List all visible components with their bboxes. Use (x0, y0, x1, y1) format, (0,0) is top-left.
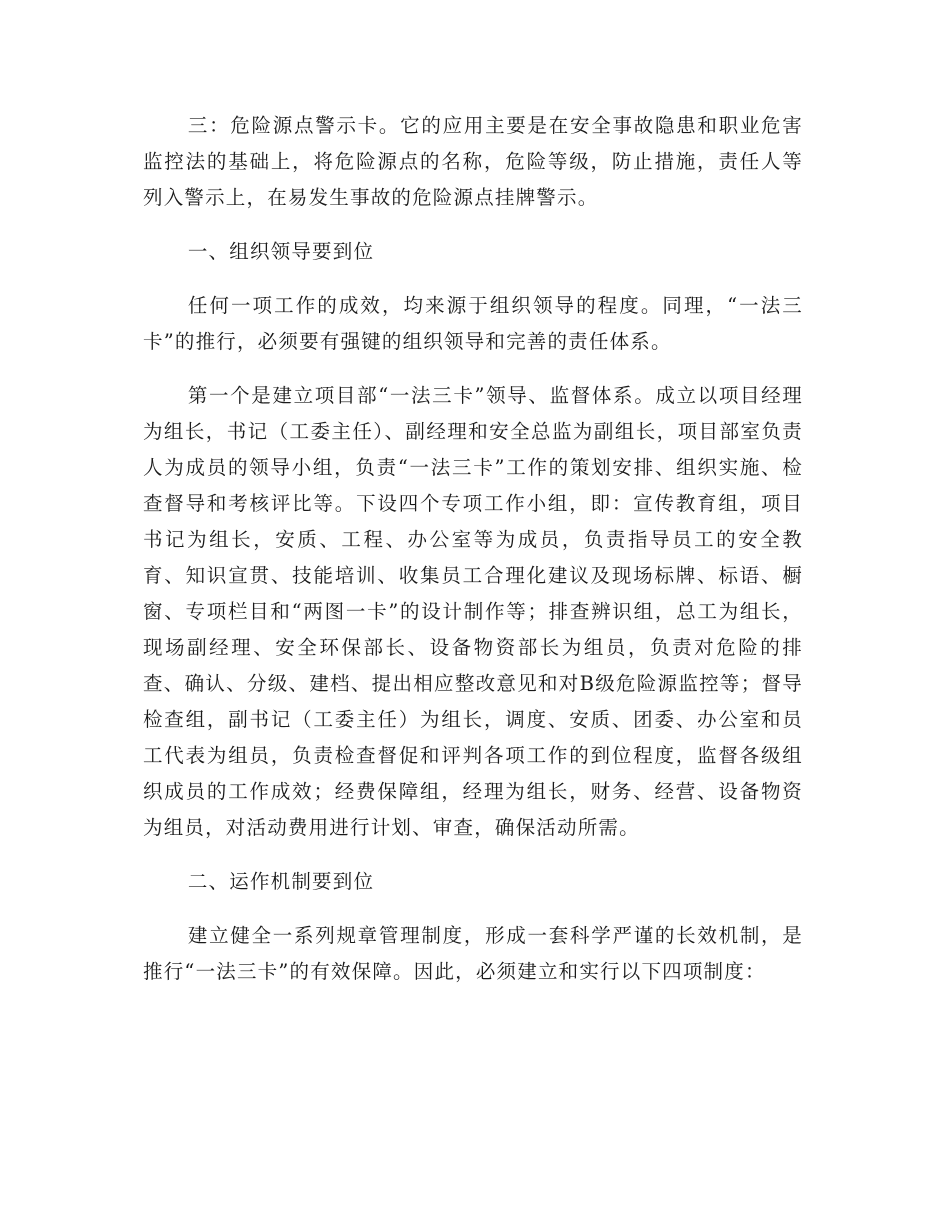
paragraph-mechanism-intro: 建立健全一系列规章管理制度，形成一套科学严谨的长效机制，是推行“一法三卡”的有效保障。因此，必须建立和实行以下四项制度： (143, 924, 803, 983)
paragraph-warning-card: 三：危险源点警示卡。它的应用主要是在安全事故隐患和职业危害监控法的基础上，将危险源点的名称，危险等级，防止措施，责任人等列入警示上，在易发生事故的危险源点挂牌警示。 (143, 114, 803, 209)
section-heading-leadership: 一、组织领导要到位 (187, 240, 375, 263)
section-heading-mechanism: 二、运作机制要到位 (187, 870, 375, 893)
paragraph-leadership-intro: 任何一项工作的成效，均来源于组织领导的程度。同理，“一法三卡”的推行，必须要有强键的组织领导和完善的责任体系。 (143, 294, 803, 353)
document-body (143, 108, 803, 1008)
paragraph-leadership-system: 第一个是建立项目部“一法三卡”领导、监督体系。成立以项目经理为组长，书记（工委主任）、副经理和安全总监为副组长，项目部室负责人为成员的领导小组，负责“一法三卡”工作的策划安排、组织实施、检查督导和考核评比等。下设四个专项工作小组，即：宣传教育组，项目书记为组长，安质、工程、办公室等为成员，负责指导员工的安全教育、知识宣贯、技能培训、收集员工合理化建议及现场标牌、标语、橱窗、专项栏目和“两图一卡”的设计制作等；排查辨识组，总工为组长，现场副经理、安全环保部长、设备物资部长为组员，负责对危险的排查、确认、分级、建档、提出相应整改意见和对B级危险源监控等；督导检查组，副书记（工委主任）为组长，调度、安质、团委、办公室和员工代表为组员，负责检查督促和评判各项工作的到位程度，监督各级组织成员的工作成效；经费保障组，经理为组长，财务、经营、设备物资为组员，对活动费用进行计划、审查，确保活动所需。 (143, 384, 803, 839)
